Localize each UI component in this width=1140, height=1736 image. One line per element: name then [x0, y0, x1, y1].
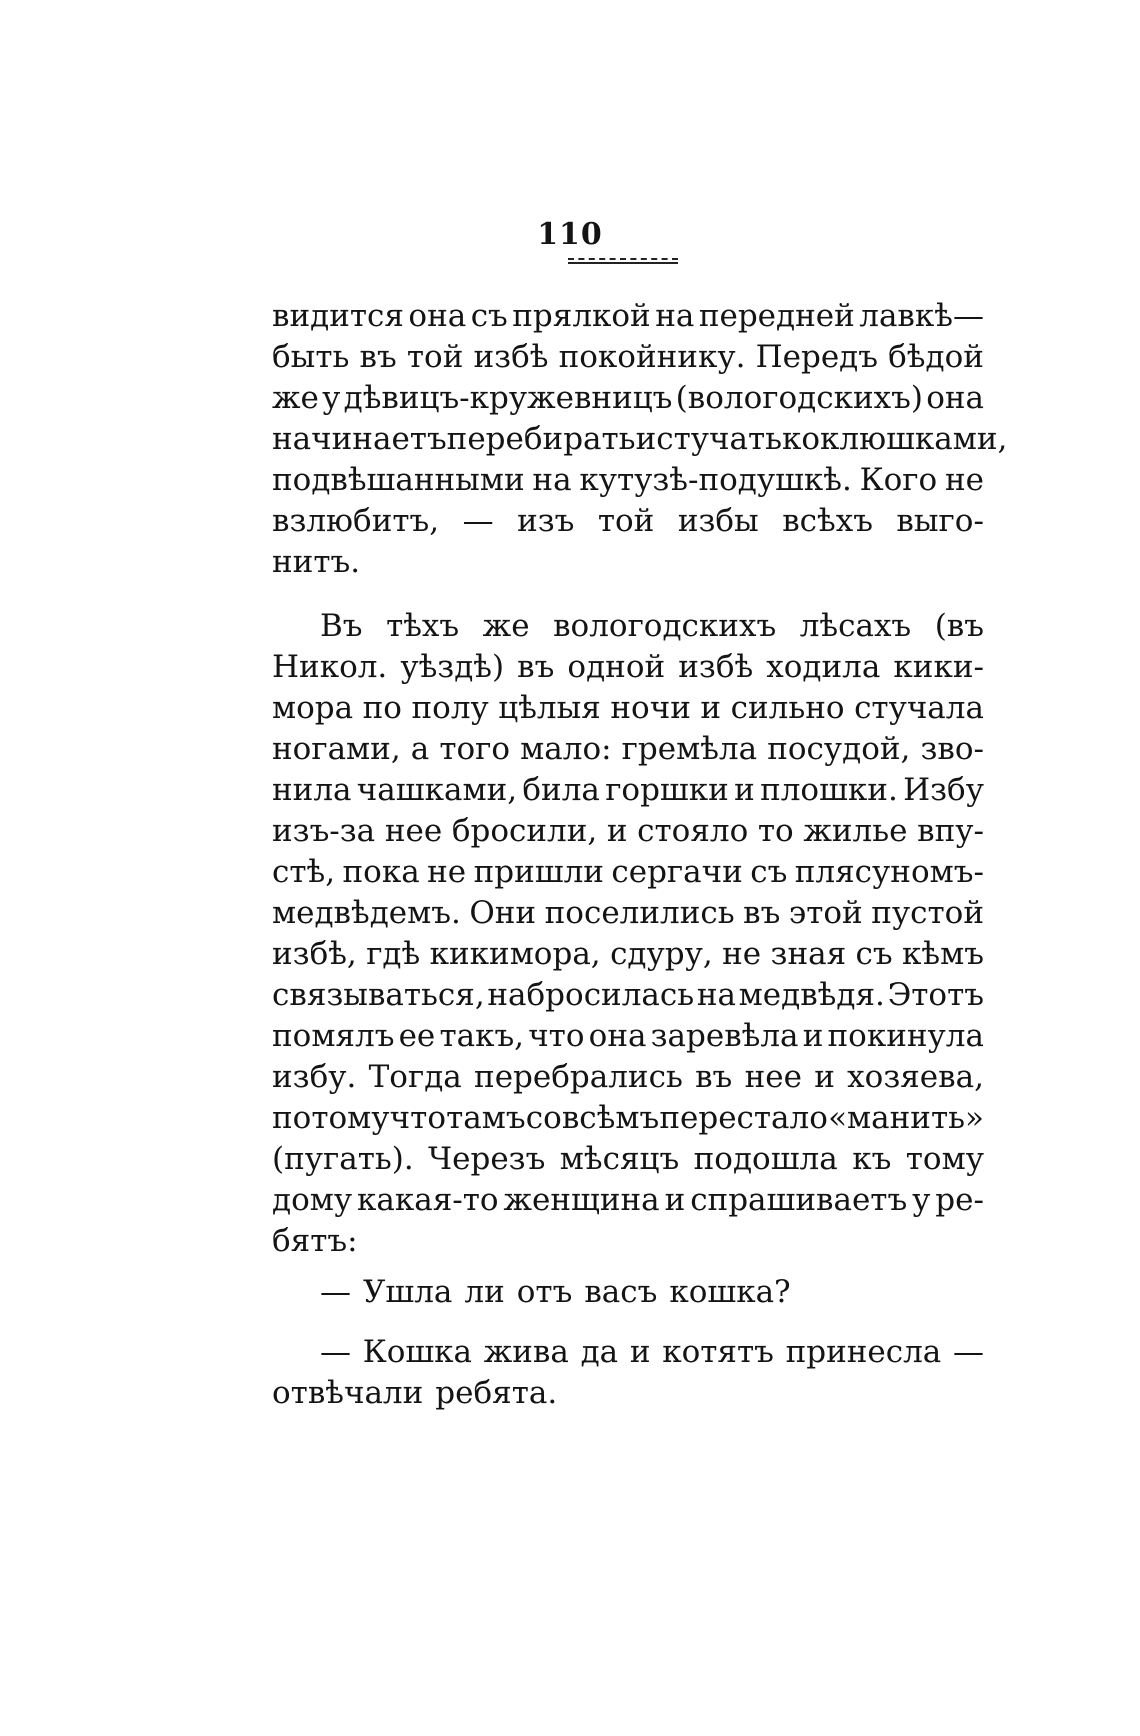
text-line: изъ-за нее бросили, и стояло то жилье впу-	[272, 813, 984, 849]
text-line: — Ушла ли отъ васъ кошка?	[320, 1274, 791, 1310]
text-line: стѣ, пока не пришли сергачи съ плясуномъ-	[272, 854, 984, 890]
text-line: Никол. уѣздѣ) въ одной избѣ ходила кики-	[272, 649, 984, 685]
text-line: подвѣшанными на кутузѣ-подушкѣ. Кого не	[272, 462, 984, 498]
text-line: мора по полу цѣлыя ночи и сильно стучала	[272, 690, 984, 726]
paragraph-1	[272, 296, 1008, 583]
text-line: нила чашками, била горшки и плошки. Избу	[272, 772, 984, 808]
text-line: быть въ той избѣ покойнику. Передъ бѣдой	[272, 339, 984, 375]
dialogue-line-1	[272, 1272, 984, 1313]
text-line: взлюбитъ, — изъ той избы всѣхъ выго-	[272, 503, 984, 539]
text-line: избѣ, гдѣ кикимора, сдуру, не зная съ кѣмъ	[272, 936, 984, 972]
text-line: бятъ:	[272, 1223, 358, 1259]
text-line: же у дѣвицъ-кружевницъ (вологодскихъ) она	[272, 380, 984, 416]
text-line: избу. Тогда перебрались въ нее и хозяева,	[272, 1059, 984, 1095]
text-line: — Кошка жива да и котятъ принесла —	[320, 1334, 984, 1370]
text-line: потому что тамъ совсѣмъ перестало «манить»	[272, 1100, 984, 1136]
page-number-rule	[568, 258, 678, 264]
text-line: медвѣдемъ. Они поселились въ этой пустой	[272, 895, 984, 931]
text-line: помялъ ее такъ, что она заревѣла и покинула	[272, 1018, 984, 1054]
text-line: видится она съ прялкой на передней лавкѣ—	[272, 298, 984, 334]
dialogue-line-2	[272, 1332, 984, 1414]
text-line: Въ тѣхъ же вологодскихъ лѣсахъ (въ	[320, 608, 984, 644]
text-line: начинаетъ перебирать и стучать коклюшками,	[272, 421, 1008, 457]
text-line: связываться, набросилась на медвѣдя. Этотъ	[272, 977, 984, 1013]
text-line: отвѣчали ребята.	[272, 1375, 558, 1411]
text-line: нитъ.	[272, 544, 361, 580]
paragraph-2	[272, 606, 984, 1262]
page-number: 110	[537, 217, 603, 252]
text-line: дому какая-то женщина и спрашиваетъ у ре-	[272, 1182, 984, 1218]
text-line: ногами, а того мало: гремѣла посудой, зво-	[272, 731, 984, 767]
text-line: (пугать). Черезъ мѣсяцъ подошла къ тому	[272, 1141, 984, 1177]
